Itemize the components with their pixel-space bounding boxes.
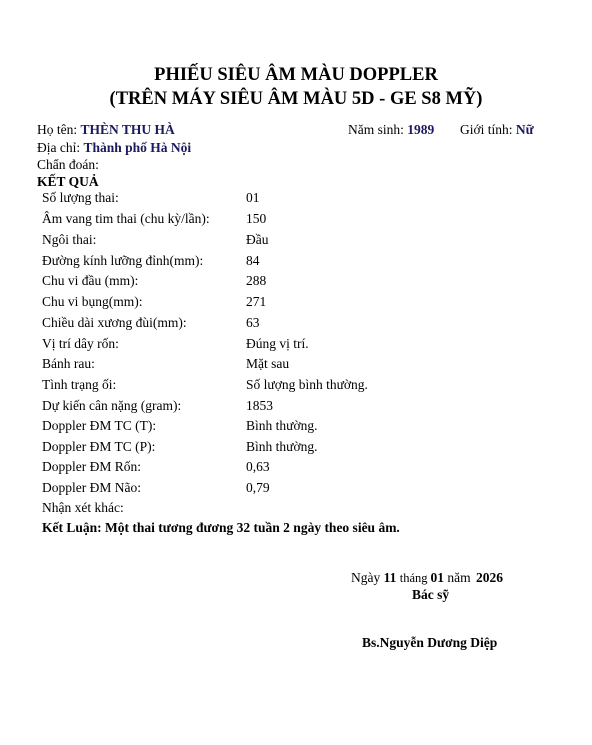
- patient-name-label: Họ tên:: [37, 122, 78, 137]
- result-label: Doppler ĐM TC (P):: [42, 439, 156, 454]
- date-day: 11: [383, 570, 397, 585]
- result-label: Đường kính lưỡng đỉnh(mm):: [42, 253, 204, 268]
- report-subtitle: (TRÊN MÁY SIÊU ÂM MÀU 5D - GE S8 MỸ): [109, 89, 483, 109]
- result-label: Tình trạng ối:: [42, 377, 117, 392]
- result-label: Bánh rau:: [42, 356, 95, 371]
- result-value: 150: [246, 211, 267, 226]
- birth-year-line: [348, 122, 434, 138]
- result-value: Mặt sau: [246, 356, 290, 371]
- result-label: Chu vi bụng(mm):: [42, 294, 143, 309]
- address-label: Địa chỉ:: [37, 140, 81, 155]
- result-value: Bình thường.: [246, 418, 318, 433]
- report-date: [351, 570, 503, 586]
- result-label: Chu vi đầu (mm):: [42, 273, 139, 288]
- result-label: Doppler ĐM Não:: [42, 480, 141, 495]
- birth-year-label: Năm sinh:: [348, 122, 404, 137]
- result-label: Vị trí dây rốn:: [42, 336, 119, 351]
- birth-year: 1989: [407, 122, 435, 137]
- result-value: Đúng vị trí.: [246, 336, 309, 351]
- result-value: Bình thường.: [246, 439, 318, 454]
- date-month: 01: [430, 570, 445, 585]
- result-label: Chiều dài xương đùi(mm):: [42, 315, 187, 330]
- remarks-label: Nhận xét khác:: [42, 500, 124, 515]
- gender-label: Giới tính:: [460, 122, 513, 137]
- result-value: 84: [246, 253, 260, 268]
- result-value: 288: [246, 273, 267, 288]
- result-value: 0,63: [246, 459, 270, 474]
- doctor-name: Bs.Nguyễn Dương Diệp: [362, 635, 498, 650]
- patient-name: THÈN THU HÀ: [80, 122, 175, 137]
- result-value: 0,79: [246, 480, 270, 495]
- address-line: [37, 140, 191, 156]
- result-label: Số lượng thai:: [42, 190, 119, 205]
- result-value: Đầu: [246, 232, 269, 247]
- date-year-word: năm: [447, 570, 471, 585]
- result-value: 1853: [246, 398, 273, 413]
- result-value: 63: [246, 315, 260, 330]
- gender-line: [460, 122, 534, 138]
- gender: Nữ: [515, 122, 534, 137]
- result-value: Số lượng bình thường.: [246, 377, 368, 392]
- date-year: 2026: [476, 570, 504, 585]
- patient-name-line: [37, 122, 175, 138]
- result-label: Doppler ĐM Rốn:: [42, 459, 141, 474]
- result-label: Doppler ĐM TC (T):: [42, 418, 157, 433]
- result-label: Ngôi thai:: [42, 232, 97, 247]
- signer-role: Bác sỹ: [412, 587, 450, 602]
- date-prefix: Ngày: [351, 570, 381, 585]
- result-label: Dự kiến cân nặng (gram):: [42, 398, 182, 413]
- report-title: PHIẾU SIÊU ÂM MÀU DOPPLER: [154, 65, 438, 85]
- address: Thành phố Hà Nội: [83, 140, 192, 155]
- result-label: Âm vang tim thai (chu kỳ/lần):: [42, 211, 210, 226]
- conclusion: Kết Luận: Một thai tương đương 32 tuần 2 ngày theo siêu âm.: [42, 520, 400, 535]
- result-value: 01: [246, 190, 260, 205]
- result-value: 271: [246, 294, 267, 309]
- date-month-word: tháng: [399, 571, 428, 585]
- diagnosis-label: Chẩn đoán:: [37, 157, 99, 172]
- results-heading: KẾT QUẢ: [37, 174, 99, 189]
